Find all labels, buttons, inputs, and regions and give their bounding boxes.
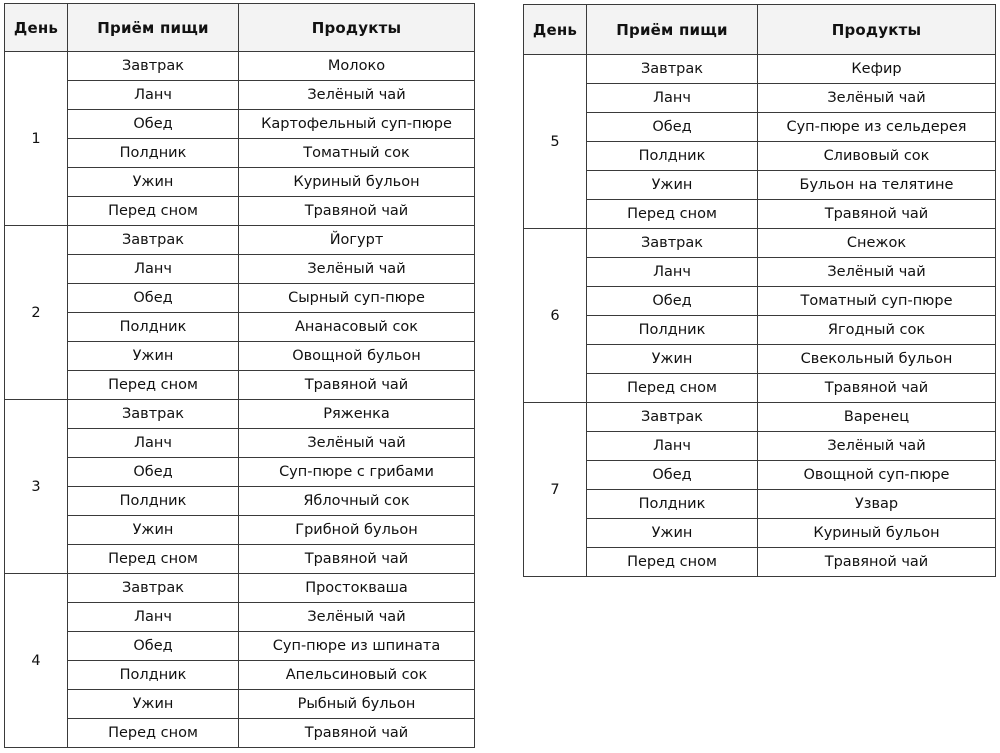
table-row [524, 374, 996, 403]
header-products: Продукты [758, 5, 996, 55]
product-cell: Травяной чай [758, 200, 996, 229]
table-row [5, 197, 475, 226]
table-row [524, 200, 996, 229]
table-row [524, 548, 996, 577]
table-row [524, 432, 996, 461]
product-cell: Варенец [758, 403, 996, 432]
header-row [524, 5, 996, 55]
table-row [5, 632, 475, 661]
header-day: День [5, 4, 68, 52]
table-row [5, 429, 475, 458]
meal-cell: Ланч [68, 81, 239, 110]
header-day: День [524, 5, 587, 55]
product-cell: Овощной бульон [239, 342, 475, 371]
meal-cell: Полдник [587, 490, 758, 519]
meal-cell: Ужин [587, 345, 758, 374]
meal-cell: Перед сном [587, 374, 758, 403]
table-row [524, 345, 996, 374]
table-row [5, 603, 475, 632]
meal-cell: Завтрак [68, 400, 239, 429]
table-row [524, 490, 996, 519]
table-row [524, 113, 996, 142]
meal-cell: Ланч [587, 84, 758, 113]
day-number-cell: 7 [524, 403, 587, 577]
table-row [5, 661, 475, 690]
header-row [5, 4, 475, 52]
product-cell: Яблочный сок [239, 487, 475, 516]
left-table-body [5, 52, 475, 748]
table-row [524, 316, 996, 345]
table-row [5, 313, 475, 342]
day-number-cell: 1 [5, 52, 68, 226]
meal-cell: Перед сном [68, 719, 239, 748]
product-cell: Зелёный чай [758, 84, 996, 113]
header-products: Продукты [239, 4, 475, 52]
meal-cell: Завтрак [587, 55, 758, 84]
right-table-body [524, 55, 996, 577]
table-row [5, 719, 475, 748]
product-cell: Снежок [758, 229, 996, 258]
meal-cell: Обед [68, 110, 239, 139]
meal-cell: Обед [68, 284, 239, 313]
meal-cell: Обед [587, 113, 758, 142]
meal-cell: Полдник [68, 487, 239, 516]
meal-cell: Полдник [68, 661, 239, 690]
product-cell: Куриный бульон [758, 519, 996, 548]
product-cell: Зелёный чай [239, 81, 475, 110]
table-row [5, 168, 475, 197]
table-row [524, 519, 996, 548]
meal-cell: Перед сном [68, 545, 239, 574]
meal-cell: Ланч [587, 432, 758, 461]
product-cell: Травяной чай [239, 371, 475, 400]
table-row [524, 258, 996, 287]
meal-cell: Обед [68, 458, 239, 487]
meal-cell: Ланч [68, 429, 239, 458]
product-cell: Сливовый сок [758, 142, 996, 171]
meal-cell: Полдник [587, 316, 758, 345]
table-row [5, 110, 475, 139]
product-cell: Кефир [758, 55, 996, 84]
table-row [524, 403, 996, 432]
meal-plan-table-days-1-4 [4, 3, 475, 748]
meal-cell: Ужин [68, 690, 239, 719]
product-cell: Травяной чай [239, 197, 475, 226]
table-row [5, 52, 475, 81]
table-row [5, 574, 475, 603]
product-cell: Сырный суп-пюре [239, 284, 475, 313]
table-row [524, 287, 996, 316]
product-cell: Куриный бульон [239, 168, 475, 197]
table-row [5, 545, 475, 574]
table-row [5, 487, 475, 516]
product-cell: Картофельный суп-пюре [239, 110, 475, 139]
meal-cell: Ланч [68, 255, 239, 284]
meal-cell: Ланч [68, 603, 239, 632]
table-row [5, 516, 475, 545]
product-cell: Зелёный чай [239, 429, 475, 458]
product-cell: Ягодный сок [758, 316, 996, 345]
product-cell: Зелёный чай [758, 432, 996, 461]
table-row [5, 458, 475, 487]
meal-cell: Ланч [587, 258, 758, 287]
meal-cell: Обед [68, 632, 239, 661]
table-row [524, 171, 996, 200]
table-row [5, 371, 475, 400]
product-cell: Травяной чай [758, 374, 996, 403]
meal-cell: Завтрак [587, 229, 758, 258]
meal-cell: Ужин [587, 519, 758, 548]
day-number-cell: 6 [524, 229, 587, 403]
table-row [524, 142, 996, 171]
table-row [524, 55, 996, 84]
product-cell: Томатный суп-пюре [758, 287, 996, 316]
product-cell: Молоко [239, 52, 475, 81]
meal-cell: Ужин [68, 516, 239, 545]
meal-cell: Полдник [68, 139, 239, 168]
header-meal: Приём пищи [68, 4, 239, 52]
table-row [5, 139, 475, 168]
product-cell: Томатный сок [239, 139, 475, 168]
table-row [5, 81, 475, 110]
product-cell: Ряженка [239, 400, 475, 429]
meal-cell: Завтрак [587, 403, 758, 432]
meal-cell: Завтрак [68, 52, 239, 81]
table-row [5, 342, 475, 371]
product-cell: Грибной бульон [239, 516, 475, 545]
meal-cell: Полдник [68, 313, 239, 342]
day-number-cell: 3 [5, 400, 68, 574]
product-cell: Апельсиновый сок [239, 661, 475, 690]
day-number-cell: 2 [5, 226, 68, 400]
product-cell: Овощной суп-пюре [758, 461, 996, 490]
table-row [5, 255, 475, 284]
meal-cell: Завтрак [68, 574, 239, 603]
meal-cell: Ужин [68, 342, 239, 371]
meal-cell: Обед [587, 461, 758, 490]
header-meal: Приём пищи [587, 5, 758, 55]
meal-cell: Перед сном [587, 200, 758, 229]
day-number-cell: 5 [524, 55, 587, 229]
product-cell: Травяной чай [758, 548, 996, 577]
table-row [524, 461, 996, 490]
product-cell: Бульон на телятине [758, 171, 996, 200]
product-cell: Травяной чай [239, 545, 475, 574]
meal-cell: Полдник [587, 142, 758, 171]
product-cell: Травяной чай [239, 719, 475, 748]
table-row [5, 284, 475, 313]
product-cell: Узвар [758, 490, 996, 519]
product-cell: Зелёный чай [239, 255, 475, 284]
table-row [524, 229, 996, 258]
meal-cell: Завтрак [68, 226, 239, 255]
table-row [5, 690, 475, 719]
product-cell: Суп-пюре из шпината [239, 632, 475, 661]
product-cell: Свекольный бульон [758, 345, 996, 374]
product-cell: Зелёный чай [758, 258, 996, 287]
product-cell: Суп-пюре с грибами [239, 458, 475, 487]
meal-cell: Ужин [587, 171, 758, 200]
product-cell: Ананасовый сок [239, 313, 475, 342]
meal-plan-table-days-5-7 [523, 4, 996, 577]
meal-cell: Ужин [68, 168, 239, 197]
meal-cell: Перед сном [68, 371, 239, 400]
product-cell: Зелёный чай [239, 603, 475, 632]
meal-cell: Обед [587, 287, 758, 316]
product-cell: Рыбный бульон [239, 690, 475, 719]
product-cell: Йогурт [239, 226, 475, 255]
meal-cell: Перед сном [68, 197, 239, 226]
table-row [5, 400, 475, 429]
product-cell: Простокваша [239, 574, 475, 603]
table-row [5, 226, 475, 255]
table-row [524, 84, 996, 113]
meal-cell: Перед сном [587, 548, 758, 577]
day-number-cell: 4 [5, 574, 68, 748]
product-cell: Суп-пюре из сельдерея [758, 113, 996, 142]
